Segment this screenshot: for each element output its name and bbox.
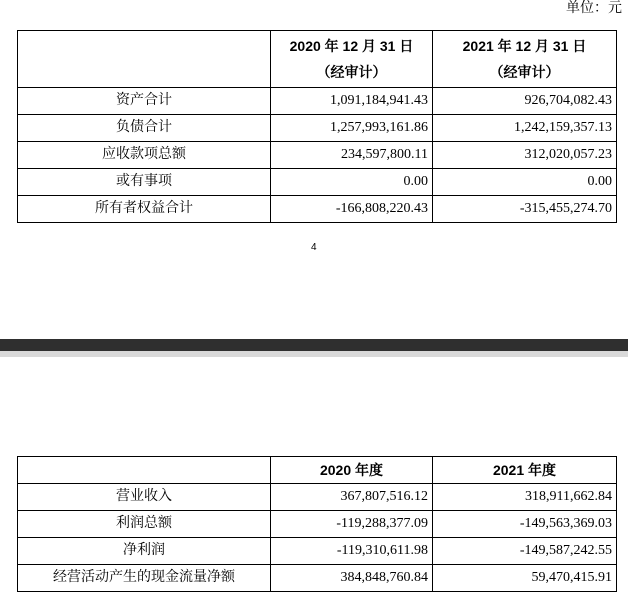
table-row (18, 538, 617, 565)
header-2020-year: 2020 年度 (271, 457, 433, 484)
value-2021: 0.00 (433, 169, 617, 196)
table-row (18, 565, 617, 592)
header-2020-date-line1: 2020 年 12 月 31 日 (289, 38, 414, 54)
page-divider-shadow (0, 351, 628, 357)
row-label: 或有事项 (18, 169, 271, 196)
header-empty-cell (18, 457, 271, 484)
row-label: 资产合计 (18, 88, 271, 115)
table-row (18, 115, 617, 142)
value-2021: 59,470,415.91 (433, 565, 617, 592)
value-2021: -149,563,369.03 (433, 511, 617, 538)
balance-sheet-table (17, 30, 617, 223)
row-label: 利润总额 (18, 511, 271, 538)
table-row (18, 142, 617, 169)
value-2020: 0.00 (271, 169, 433, 196)
value-2020: 367,807,516.12 (271, 484, 433, 511)
value-2021: 1,242,159,357.13 (433, 115, 617, 142)
row-label: 应收款项总额 (18, 142, 271, 169)
table-row (18, 196, 617, 223)
value-2021: 926,704,082.43 (433, 88, 617, 115)
value-2020: -119,310,611.98 (271, 538, 433, 565)
value-2021: 318,911,662.84 (433, 484, 617, 511)
page-number: 4 (311, 242, 317, 253)
row-label: 营业收入 (18, 484, 271, 511)
header-2021-date-line1: 2021 年 12 月 31 日 (462, 38, 587, 54)
table-row (18, 511, 617, 538)
value-2021: -315,455,274.70 (433, 196, 617, 223)
table-header-row (18, 457, 617, 484)
table-row (18, 169, 617, 196)
page-divider (0, 339, 628, 351)
row-label: 负债合计 (18, 115, 271, 142)
header-2021-date-line2: （经审计） (489, 64, 560, 80)
unit-label: 单位：元 (566, 1, 622, 16)
value-2020: -166,808,220.43 (271, 196, 433, 223)
value-2021: 312,020,057.23 (433, 142, 617, 169)
value-2021: -149,587,242.55 (433, 538, 617, 565)
header-empty-cell (18, 31, 271, 88)
row-label: 所有者权益合计 (18, 196, 271, 223)
value-2020: 234,597,800.11 (271, 142, 433, 169)
row-label: 净利润 (18, 538, 271, 565)
value-2020: 384,848,760.84 (271, 565, 433, 592)
value-2020: 1,091,184,941.43 (271, 88, 433, 115)
value-2020: 1,257,993,161.86 (271, 115, 433, 142)
table-row (18, 88, 617, 115)
header-2020-date (271, 31, 433, 88)
header-2021-year: 2021 年度 (433, 457, 617, 484)
table-header-row (18, 31, 617, 88)
value-2020: -119,288,377.09 (271, 511, 433, 538)
row-label: 经营活动产生的现金流量净额 (18, 565, 271, 592)
table-row (18, 484, 617, 511)
income-statement-table (17, 456, 617, 592)
header-2020-date-line2: （经审计） (316, 64, 387, 80)
header-2021-date (433, 31, 617, 88)
